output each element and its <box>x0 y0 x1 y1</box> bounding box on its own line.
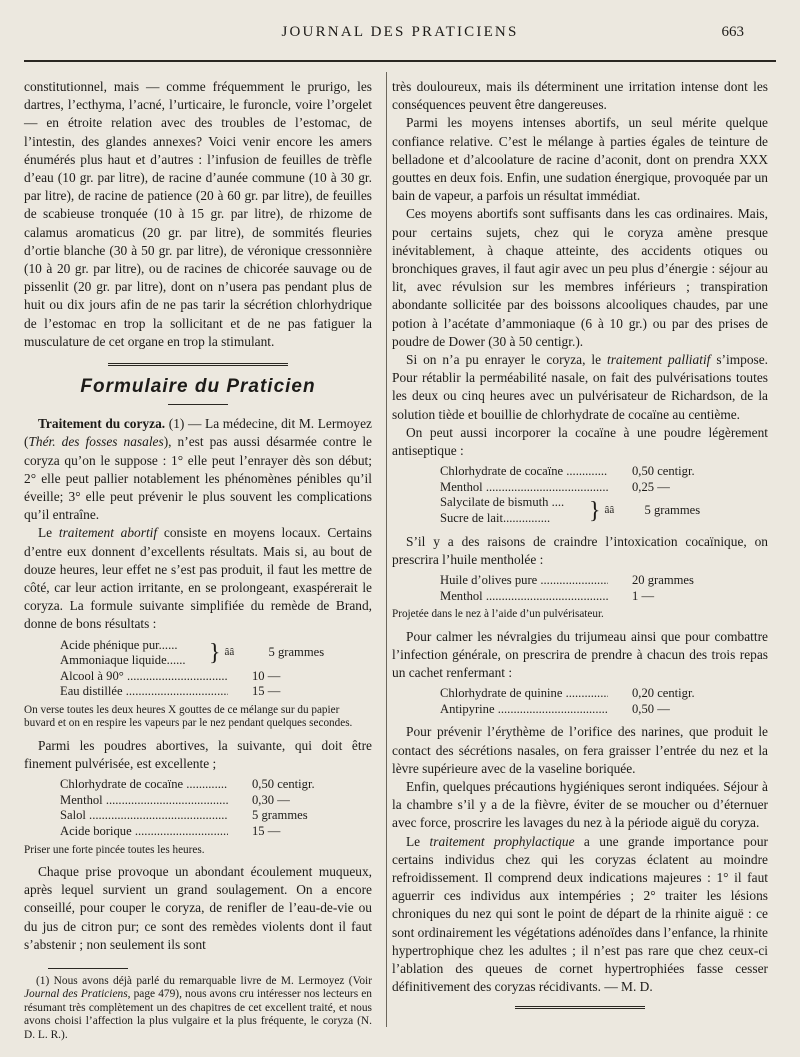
left-column <box>24 78 372 1042</box>
recipe-ingredient: Acide phénique pur...... <box>60 637 178 652</box>
recipe-group <box>60 638 372 669</box>
recipe-row: Menthol ..... 0,25 — <box>440 480 768 496</box>
section-title: Formulaire du Praticien <box>80 376 316 398</box>
paragraph-prise: Chaque prise provoque un abondant écoulement muqueux, après lequel survient un grand soulagement. On a encore conseillé, pour couper le coryza, de renifler de l’eau-de-vie ou du jus de citron pur; ce sont des remèdes violents dont il faut s’abstenir ; non seulement ils sont <box>24 864 372 952</box>
recipe-row: Huile d’olives pure ..... 20 grammes <box>440 573 768 589</box>
recipe-quantity: 5 grammes <box>644 503 701 518</box>
paragraph-continuation: très douloureux, mais ils déterminent une irritation intense dont les conséquences peuvent être dangereuses. <box>392 79 768 113</box>
recipe-row: Eau distillée ..... 15 — <box>60 684 372 700</box>
footnote-reference: (1) — <box>168 416 202 432</box>
recipe-row: Menthol ..... 0,30 — <box>60 793 372 809</box>
footnote-rule <box>48 968 128 969</box>
title-underline <box>168 404 228 405</box>
recipe-row: Alcool à 90° ..... 10 — <box>60 669 372 685</box>
paragraph-hygiene: Enfin, quelques précautions hygiéniques seront indiquées. Séjour à la chambre s’il y a de la fièvre, éviter de se moucher ou d’éternuer avec force, proscrire les lavages du nez à la période aiguë du coryza. <box>392 779 768 831</box>
recipe-row: Chlorhydrate de cocaïne ..... 0,50 centigr. <box>60 777 372 793</box>
section-rule <box>108 363 288 366</box>
paragraph-palliatif: Si on n’a pu enrayer le coryza, le traitement palliatif s’impose. Pour rétablir la perméabilité nasale, on fait des pulvérisations toutes les deux ou cinq heures avec un pulvérisateur de Richardson, de la solution tiède et bouillie de chlorhydrate de cocaïne au centième. <box>392 352 769 422</box>
recipe-poudre <box>60 777 372 839</box>
recipe-quinine <box>440 686 768 717</box>
page-number: 663 <box>721 24 744 40</box>
paragraph-cas-ordinaires: Ces moyens abortifs sont suffisants dans les cas ordinaires. Mais, pour certains sujets, chez qui le coryza amène presque inévitablement, à chaque atteinte, des accidents otiques ou bronchiques graves, il faut agir avec un peu plus d’énergie : séjour au lit, avec révulsion sur les membres inférieurs ; transpiration abondante sollicitée par des boissons alcooliques chaudes, par une potion à l’acétate d’ammoniaque (6 à 10 gr.) ou par des prises de poudre de Dower (30 à 50 centigr.). <box>392 206 768 349</box>
recipe-ingredient: Salycilate de bismuth .... <box>440 495 565 510</box>
recipe-ingredient: Sucre de lait............... <box>440 511 551 526</box>
article-heading: Traitement du coryza. <box>38 416 166 432</box>
paragraph-intoxication: S’il y a des raisons de craindre l’intoxication cocaïnique, on prescrira l’huile mentholée : <box>392 533 768 567</box>
recipe-aa: ââ <box>224 646 235 659</box>
column-divider <box>386 72 387 1027</box>
recipe-row: Acide borique ..... 15 — <box>60 824 372 840</box>
footnote: (1) Nous avons déjà parlé du remarquable livre de M. Lermoyez (Voir Journal des Praticiens, page 479), nous avons cru intéresser nos lecteurs en résumant très complètement un des chapitres de cet excellent traité, et nous avons choisi l’affection la plus vulgaire et la plus fréquente, le coryza (N. D. L. R.). <box>24 975 372 1041</box>
recipe-row: Chlorhydrate de quinine ..... 0,20 centigr. <box>440 686 768 702</box>
recipe-row: Chlorhydrate de cocaïne ..... 0,50 centigr. <box>440 464 768 480</box>
recipe-cocaine <box>440 464 768 526</box>
recipe-ingredient: Ammoniaque liquide...... <box>60 653 186 668</box>
paragraph-prophylactique: Le traitement prophylactique a une grande importance pour certains individus chez qui les coryzas éclatent au moindre refroidissement. Il comprend deux indications majeures : 1° il faut aguerrir ces individus aux intempéries ; 2° traiter les lésions chroniques du nez qui sont le point de départ de la rhinite aiguë : ce sont ordinairement les végétations adénoïdes dans l’enfance, la rhinite hypertrophique chez les adultes ; il n’est pas rare que chez ceux-ci l’ablation des queues de cornet hypertrophiées fasse cesser définitivement des coryzas récidivants. — M. D. <box>392 833 768 995</box>
paragraph-nevralgies: Pour calmer les névralgies du trijumeau ainsi que pour combattre l’infection générale, on prescrira de prendre à chacun des trois repas un cachet renfermant : <box>392 628 768 681</box>
recipe-huile <box>440 573 768 604</box>
paragraph-coryza-intro: Traitement du coryza. (1) — La médecine, dit M. Lermoyez (Thér. des fosses nasales), n’est pas aussi désarmée contre le coryza qu’on le suppose : 1° elle peut l’enrayer dès son début; 2° elle peut pallier notablement les phénomènes pénibles qu’il éveille; 3° elle peut prévenir le plus souvent les complications qu’il entraîne. <box>24 416 372 523</box>
page-header <box>0 24 800 50</box>
brace-icon: } <box>209 640 221 667</box>
book-title: Thér. des fosses nasales <box>28 434 164 450</box>
recipe-row: Antipyrine ..... 0,50 — <box>440 702 768 718</box>
paragraph-poudres: Parmi les poudres abortives, la suivante, qui doit être finement pulvérisée, est excellente ; <box>24 737 372 772</box>
end-rule <box>515 1006 645 1009</box>
right-column <box>392 78 768 1009</box>
paragraph-moyens-intenses: Parmi les moyens intenses abortifs, un seul mérite quelque confiance relative. C’est le mélange à parties égales de teinture de belladone et d’alcoolature de racine d’aconit, dont on prendra XXX gouttes en deux fois. Enfin, une sudation énergique, provoquée par un bain de vapeur, a parfois un résultat immédiat. <box>392 115 768 204</box>
paragraph-erytheme: Pour prévenir l’érythème de l’orifice des narines, que produit le contact des sécrétions nasales, on fera graisser l’entrée du nez et la lèvre supérieure avec de la vaseline boriquée. <box>392 724 768 776</box>
recipe-note: Priser une forte pincée toutes les heures. <box>24 843 205 856</box>
recipe-aa: ââ <box>604 504 615 517</box>
recipe-note: Projetée dans le nez à l’aide d’un pulvérisateur. <box>392 608 604 621</box>
recipe-group <box>440 495 768 526</box>
intro-paragraph: constitutionnel, mais — comme fréquemment le prurigo, les dartres, l’ecthyma, l’acné, l’urticaire, le furoncle, voire l’orgelet — en étroite relation avec des troubles de l’estomac, de l’intestin, des glandes annexes? Voici venir encore les amers énumérés plus haut et d’autres : l’infusion de feuilles de trèfle d’eau (10 gr. par litre), de racine d’aunée commune (10 à 30 gr. par litre), de racine de patience (20 à 60 gr. par litre), de feuilles de scabieuse tronquée (10 à 15 gr. par litre), de rhizome de calamus aromaticus (20 gr. par litre), de sommités fleuries d’ortie blanche (30 à 50 gr. par litre), de véronique cressonnière (10 à 20 gr. par litre), ou de racines de chicorée sauvage ou de pissenlit (20 gr. par litre), dont on n’usera pas pendant plus de huit ou dix jours afin de ne pas tarir la sécrétion chlorhydrique de l’estomac en trop la sollicitant et de ne pas fatiguer la musculature de cet organe en trop la stimulant. <box>24 79 372 349</box>
recipe-quantity: 5 grammes <box>268 645 325 660</box>
paragraph-abortif: Le traitement abortif consiste en moyens locaux. Certains d’entre eux donnent d’excellents résultats. Mais si, au bout de douze heures, leur effet ne s’est pas produit, il faut les mettre de côté, car leur action irritante, en se prolongeant, exaspérerait le coryza. La formule suivante simplifiée du remède de Brand, donne de bons résultats : <box>24 525 372 632</box>
recipe-note: On verse toutes les deux heures X gouttes de ce mélange sur du papier buvard et on en respire les vapeurs par le nez pendant quelques secondes. <box>24 704 353 730</box>
paragraph-cocaine-poudre: On peut aussi incorporer la cocaïne à une poudre légèrement antiseptique : <box>392 424 768 459</box>
recipe-row: Menthol ..... 1 — <box>440 589 768 605</box>
recipe-brand <box>60 638 372 700</box>
recipe-row: Salol ..... 5 grammes <box>60 808 372 824</box>
header-rule <box>24 60 776 62</box>
brace-icon: } <box>589 498 601 525</box>
journal-title: JOURNAL DES PRATICIENS <box>281 24 519 40</box>
